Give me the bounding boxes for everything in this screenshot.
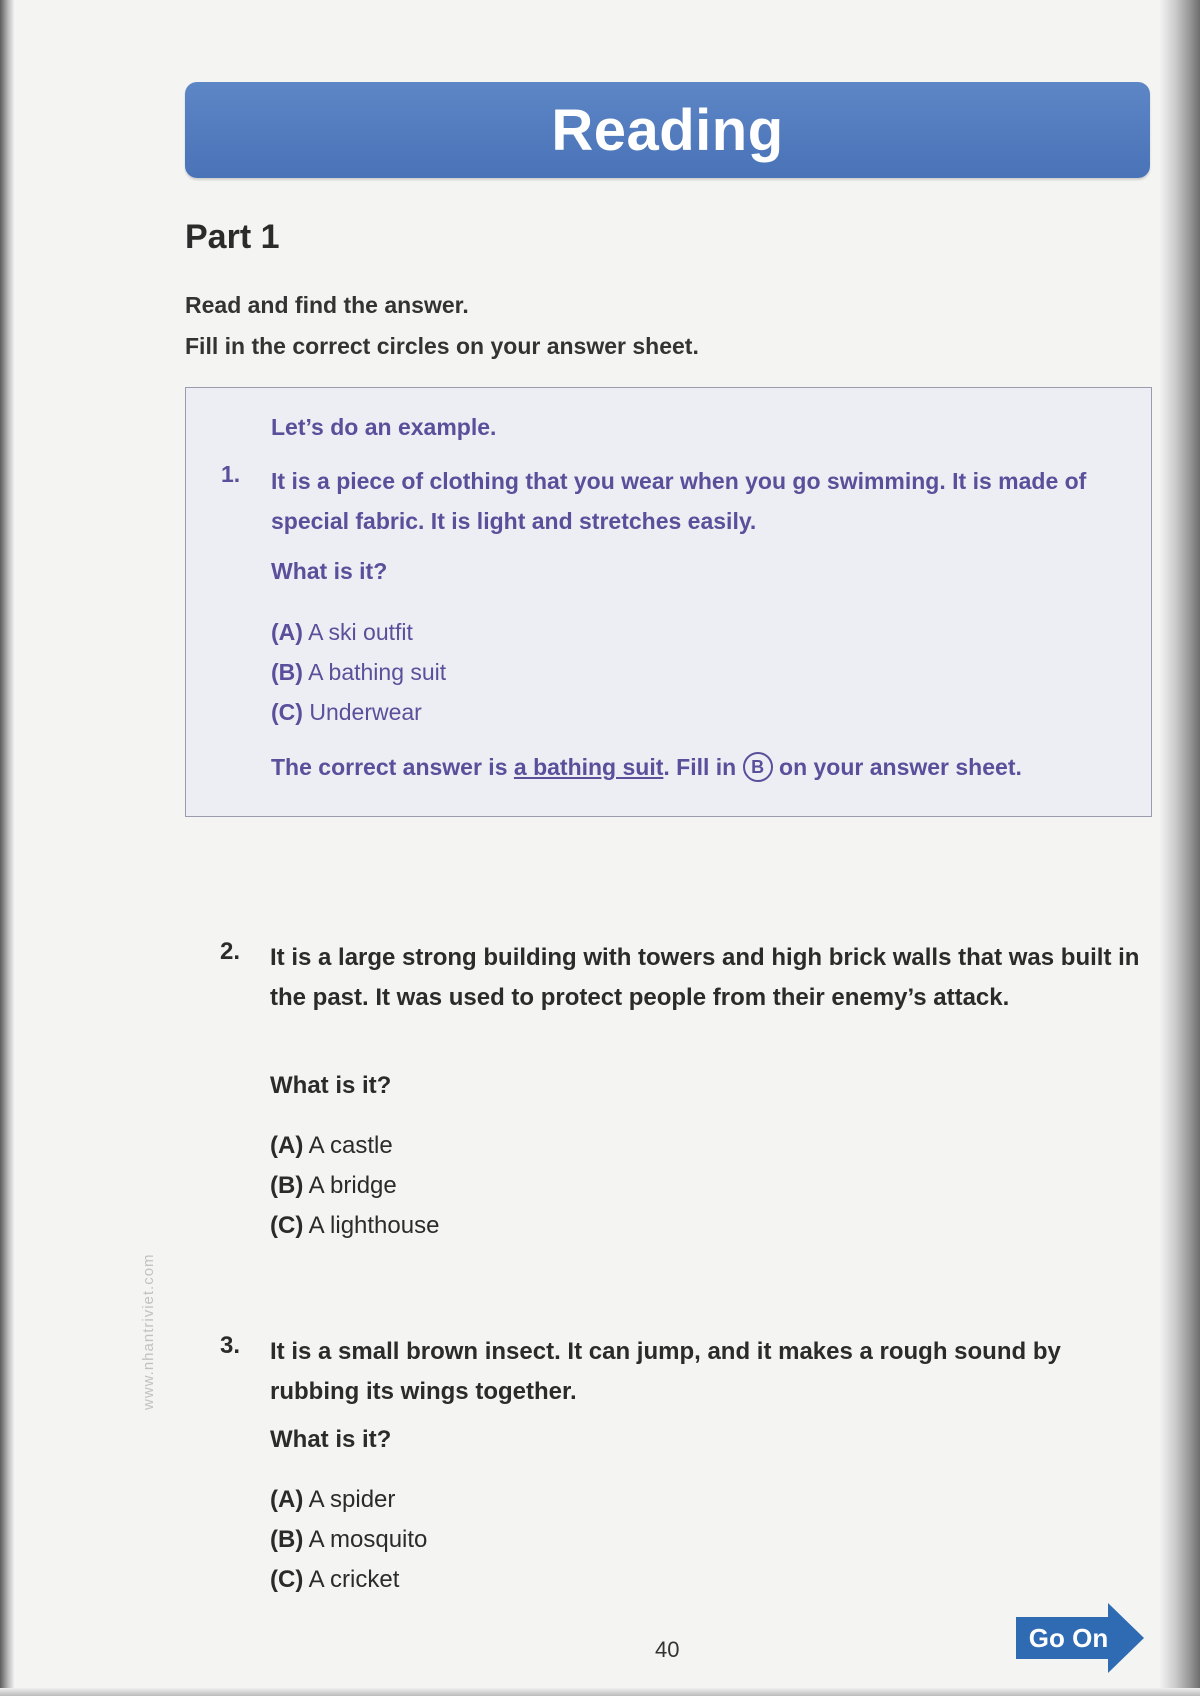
option-letter: (A) — [271, 619, 303, 645]
go-on-label: Go On — [1028, 1622, 1109, 1653]
option-letter: (B) — [270, 1526, 304, 1553]
option-text: A cricket — [308, 1566, 400, 1593]
option-text: A mosquito — [308, 1526, 428, 1553]
option-c — [270, 1560, 427, 1600]
option-text: A bridge — [308, 1172, 397, 1199]
example-box — [185, 387, 1152, 817]
option-text: Underwear — [309, 699, 422, 725]
option-letter: (A) — [270, 1486, 304, 1513]
watermark: www.nhantriviet.com — [140, 1253, 157, 1410]
option-text: A spider — [308, 1486, 396, 1513]
question-text: It is a large strong building with towers and high brick walls that was built in the past. It was used to protect people from their enemy’s attack. — [270, 944, 1140, 1011]
go-on-button[interactable] — [1016, 1603, 1146, 1673]
option-b — [270, 1166, 439, 1206]
option-letter: (B) — [270, 1172, 304, 1199]
example-options — [271, 612, 446, 732]
answer-prefix: The correct answer is — [271, 754, 514, 780]
example-question: What is it? — [271, 558, 388, 584]
question-number: 3. — [220, 1332, 241, 1359]
option-text: A castle — [308, 1132, 393, 1159]
question-prompt: What is it? — [270, 1072, 392, 1099]
answer-circle: B — [743, 752, 773, 782]
option-letter: (C) — [270, 1212, 304, 1239]
option-letter: (C) — [270, 1566, 304, 1593]
option-letter: (C) — [271, 699, 303, 725]
section-banner — [185, 82, 1150, 178]
example-text: It is a piece of clothing that you wear when you go swimming. It is made of special fabric. It is light and stretches easily. — [271, 468, 1087, 534]
option-c — [270, 1206, 439, 1246]
answer-mid: . Fill in — [663, 754, 743, 780]
instruction-read: Read and find the answer. — [185, 292, 469, 318]
option-letter: (A) — [270, 1132, 304, 1159]
question-options — [270, 1126, 439, 1246]
example-option — [271, 652, 446, 692]
option-text: A ski outfit — [308, 619, 413, 645]
part-title: Part 1 — [185, 218, 280, 256]
question-options — [270, 1480, 427, 1600]
question-prompt: What is it? — [270, 1426, 392, 1453]
option-a — [270, 1126, 439, 1166]
option-text: A bathing suit — [308, 659, 447, 685]
instruction-fill: Fill in the correct circles on your answer sheet. — [185, 333, 699, 359]
example-option — [271, 612, 446, 652]
answer-suffix: on your answer sheet. — [772, 754, 1022, 780]
option-text: A lighthouse — [308, 1212, 440, 1239]
example-answer — [271, 754, 1022, 782]
section-title: Reading — [551, 97, 784, 163]
example-number: 1. — [221, 461, 241, 487]
scan-right-edge — [1160, 0, 1200, 1696]
option-b — [270, 1520, 427, 1560]
example-option — [271, 692, 446, 732]
answer-value: a bathing suit — [513, 754, 664, 780]
example-intro: Let’s do an example. — [271, 414, 497, 440]
option-a — [270, 1480, 427, 1520]
question-number: 2. — [220, 938, 241, 965]
option-letter: (B) — [271, 659, 303, 685]
scan-left-edge — [0, 0, 14, 1696]
scan-bottom-edge — [0, 1688, 1200, 1696]
question-text: It is a small brown insect. It can jump, and it makes a rough sound by rubbing its wings together. — [270, 1338, 1061, 1405]
page-number: 40 — [655, 1637, 680, 1662]
